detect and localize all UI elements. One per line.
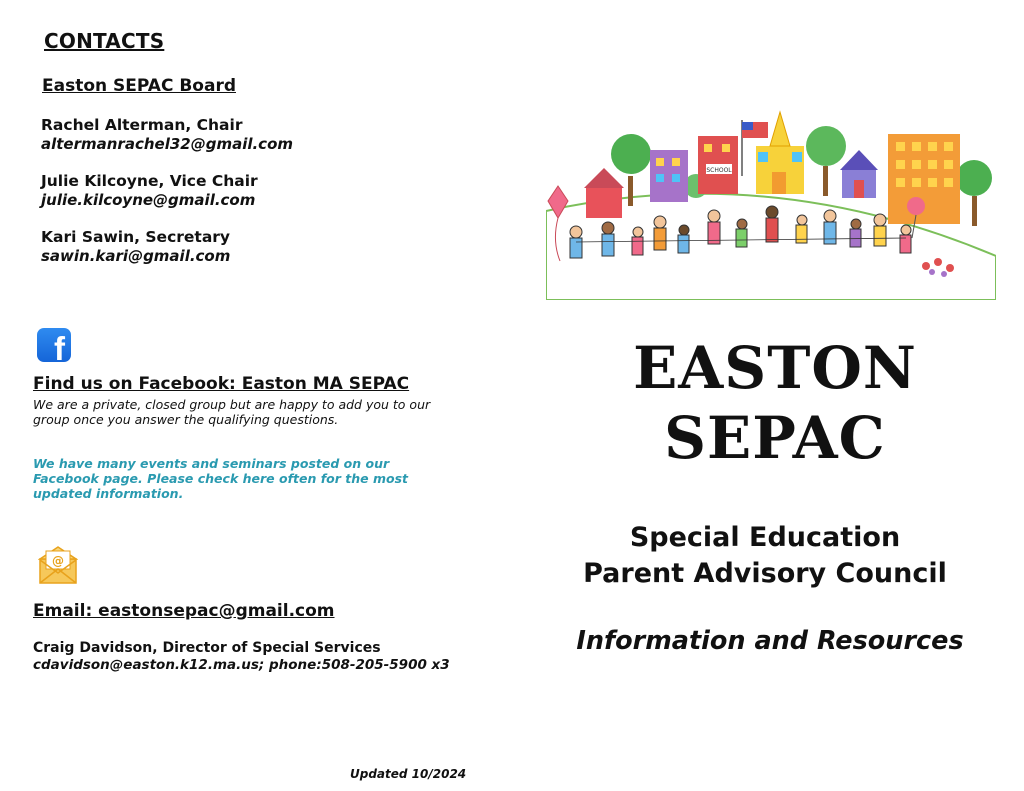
envelope-icon <box>38 546 78 586</box>
facebook-events-note: We have many events and seminars posted on our Facebook page. Please check here often for the most updated information. <box>33 456 408 501</box>
svg-text:@: @ <box>52 554 64 568</box>
contacts-heading: CONTACTS <box>44 29 165 53</box>
cover-title-line1: EASTON <box>633 334 917 402</box>
board-member <box>41 116 293 154</box>
school-sign: SCHOOL <box>706 167 732 174</box>
board-heading: Easton SEPAC Board <box>42 76 236 96</box>
director-name: Craig Davidson, Director of Special Services <box>33 640 381 656</box>
member-name: Julie Kilcoyne, Vice Chair <box>41 172 258 190</box>
facebook-heading[interactable]: Find us on Facebook: Easton MA SEPAC <box>33 374 410 394</box>
cover-tagline: Information and Resources <box>576 626 964 656</box>
town-illustration <box>546 106 996 300</box>
member-name: Kari Sawin, Secretary <box>41 228 231 246</box>
board-member <box>41 228 230 266</box>
director-contact: cdavidson@easton.k12.ma.us; phone:508-205-5900 x3 <box>33 657 450 673</box>
cover-subtitle-line2: Parent Advisory Council <box>583 558 947 589</box>
member-email[interactable]: julie.kilcoyne@gmail.com <box>41 191 256 209</box>
member-email[interactable]: altermanrachel32@gmail.com <box>41 135 294 153</box>
cover-title-line2: SEPAC <box>664 404 886 472</box>
member-email[interactable]: sawin.kari@gmail.com <box>41 247 231 265</box>
email-heading[interactable]: Email: eastonsepac@gmail.com <box>33 601 335 621</box>
facebook-description: We are a private, closed group but are happy to add you to our group once you answer the qualifying questions. <box>33 397 431 427</box>
updated-date: Updated 10/2024 <box>350 767 467 781</box>
board-member <box>41 172 258 210</box>
facebook-icon[interactable]: f <box>37 328 71 362</box>
cover-subtitle-line1: Special Education <box>629 522 901 553</box>
member-name: Rachel Alterman, Chair <box>41 116 243 134</box>
